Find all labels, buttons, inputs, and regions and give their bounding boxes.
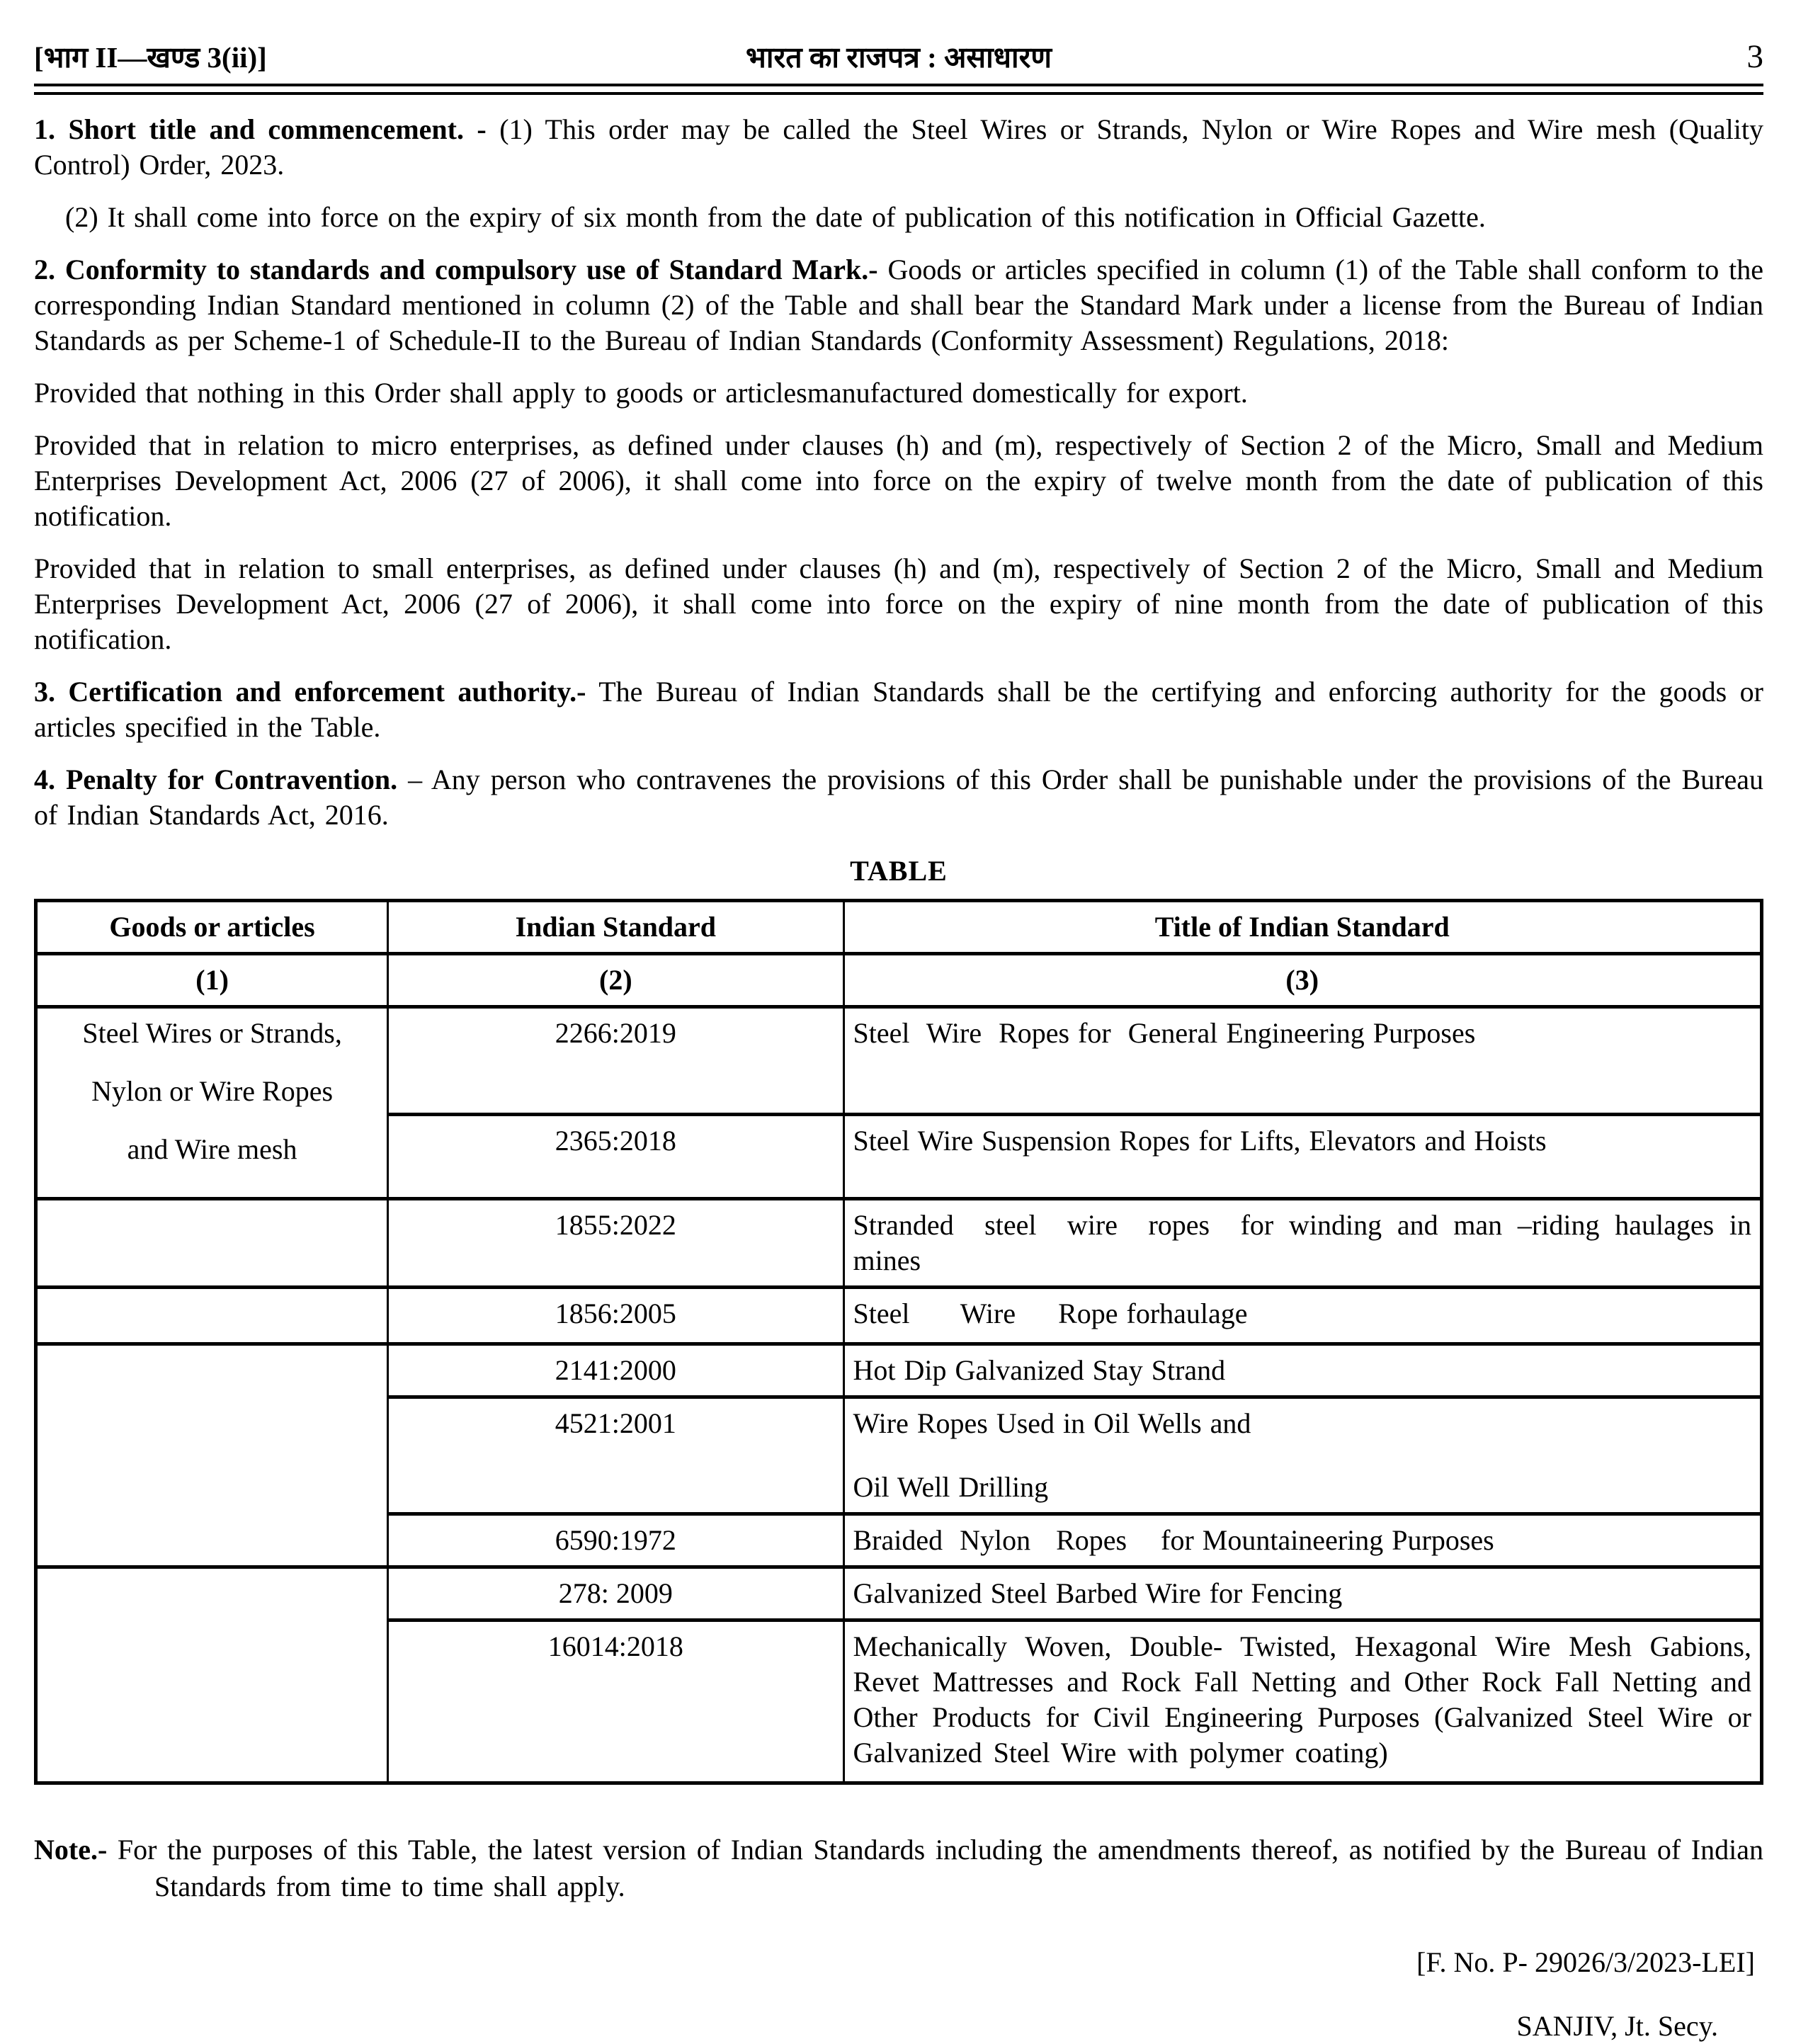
section-1 — [34, 112, 1763, 183]
section-4-body: – Any person who contravenes the provisions of this Order shall be punishable under the provisions of the Bureau of Indian Standards Act, 2016. — [34, 763, 1763, 831]
title-cell: Steel Wire Rope forhaulage — [843, 1288, 1762, 1344]
goods-line: Nylon or Wire Ropes — [91, 1075, 334, 1107]
section-3-body: The Bureau of Indian Standards shall be the certifying and enforcing authority for the goods or articles specified in the Table. — [34, 676, 1763, 743]
standard-cell: 2141:2000 — [388, 1344, 843, 1397]
file-number: [F. No. P- 29026/3/2023-LEI] — [1416, 1946, 1755, 1978]
goods-cell-empty — [36, 1567, 388, 1783]
goods-cell-empty — [36, 1199, 388, 1288]
header-title: भारत का राजपत्र : असाधारण — [746, 41, 1052, 74]
note-label: Note.- — [34, 1834, 108, 1866]
table-title: TABLE — [850, 855, 948, 887]
note — [34, 1832, 1763, 1905]
standard-cell: 278: 2009 — [388, 1567, 843, 1620]
proviso-micro: Provided that in relation to micro enterprises, as defined under clauses (h) and (m), respectively of Section 2 of the Micro, Small and Medium Enterprises Development Act, 2006 (27 of 2006), it shall come into force on the expiry of twelve month from the date of publication of this notification. — [34, 429, 1763, 532]
title-cell: Steel Wire Ropes for General Engineering Purposes — [843, 1007, 1762, 1115]
section-2-body: Goods or articles specified in column (1) of the Table shall conform to the corresponding Indian Standard mentioned in column (2) of the Table and shall bear the Standard Mark under a license from the Bureau of Indian Standards as per Scheme-1 of Schedule-II to the Bureau of Indian Standards (Conformity Assessment) Regulations, 2018: — [34, 254, 1763, 356]
goods-cell-empty — [36, 1344, 388, 1567]
section-4 — [34, 762, 1763, 833]
table-row — [36, 1199, 1762, 1288]
title-cell: Galvanized Steel Barbed Wire for Fencing — [843, 1567, 1762, 1620]
title-cell: Braided Nylon Ropes for Mountaineering Purposes — [843, 1514, 1762, 1567]
goods-line: Steel Wires or Strands, — [82, 1017, 342, 1049]
page-header — [34, 24, 1763, 76]
section-2 — [34, 252, 1763, 358]
header-goods: Goods or articles — [36, 901, 388, 954]
header-standard: Indian Standard — [388, 901, 843, 954]
standard-cell: 1856:2005 — [388, 1288, 843, 1344]
section-3 — [34, 674, 1763, 745]
table-header-row — [36, 901, 1762, 954]
standard-cell: 1855:2022 — [388, 1199, 843, 1288]
section-4-heading: 4. Penalty for Contravention. — [34, 763, 398, 795]
title-cell: Mechanically Woven, Double- Twisted, Hexagonal Wire Mesh Gabions, Revet Mattresses and Rock Fall Netting and Other Rock Fall Netting and Other Products for Civil Engineering Purposes (Galvanized Steel Wire or Galvanized Steel Wire with polymer coating) — [843, 1620, 1762, 1783]
proviso-export: Provided that nothing in this Order shall apply to goods or articlesmanufactured domestically for export. — [34, 377, 1248, 409]
header-section-ref: [भाग II—खण्ड 3(ii)] — [34, 41, 267, 74]
standards-table — [34, 899, 1763, 1785]
section-1-heading: 1. Short title and commencement. - — [34, 113, 487, 145]
header-std-title: Title of Indian Standard — [843, 901, 1762, 954]
goods-cell — [36, 1007, 388, 1199]
note-text: For the purposes of this Table, the latest version of Indian Standards including the amendments thereof, as notified by the Bureau of Indian Standards from time to time shall apply. — [117, 1834, 1763, 1902]
title-cell: Steel Wire Suspension Ropes for Lifts, Elevators and Hoists — [843, 1115, 1762, 1199]
section-2-heading: 2. Conformity to standards and compulsory use of Standard Mark.- — [34, 254, 878, 285]
col-number-3: (3) — [843, 954, 1762, 1007]
title-line: Oil Well Drilling — [853, 1471, 1049, 1503]
section-3-heading: 3. Certification and enforcement authority.- — [34, 676, 586, 708]
proviso-small: Provided that in relation to small enterprises, as defined under clauses (h) and (m), respectively of Section 2 of the Micro, Small and Medium Enterprises Development Act, 2006 (27 of 2006), it shall come into force on the expiry of nine month from the date of publication of this notification. — [34, 552, 1763, 655]
standard-cell: 16014:2018 — [388, 1620, 843, 1783]
table-row — [36, 1007, 1762, 1115]
col-number-1: (1) — [36, 954, 388, 1007]
signatory: SANJIV, Jt. Secy. — [1516, 2010, 1718, 2042]
page-number: 3 — [1746, 38, 1763, 75]
column-number-row — [36, 954, 1762, 1007]
col-number-2: (2) — [388, 954, 843, 1007]
standard-cell: 4521:2001 — [388, 1397, 843, 1514]
goods-line: and Wire mesh — [127, 1133, 297, 1165]
title-cell: Hot Dip Galvanized Stay Strand — [843, 1344, 1762, 1397]
section-1-body: (1) This order may be called the Steel Wires or Strands, Nylon or Wire Ropes and Wire mesh (Quality Control) Order, 2023. — [34, 113, 1764, 181]
standard-cell: 2266:2019 — [388, 1007, 843, 1115]
section-1-sub2: (2) It shall come into force on the expiry of six month from the date of publication of this notification in Official Gazette. — [65, 201, 1486, 233]
table-row — [36, 1344, 1762, 1397]
header-double-rule — [34, 84, 1763, 95]
standard-cell: 6590:1972 — [388, 1514, 843, 1567]
title-line: Wire Ropes Used in Oil Wells and — [853, 1407, 1251, 1439]
table-row — [36, 1288, 1762, 1344]
title-cell — [843, 1397, 1762, 1514]
table-row — [36, 1567, 1762, 1620]
standard-cell: 2365:2018 — [388, 1115, 843, 1199]
title-cell: Stranded steel wire ropes for winding and man –riding haulages in mines — [843, 1199, 1762, 1288]
goods-cell-empty — [36, 1288, 388, 1344]
